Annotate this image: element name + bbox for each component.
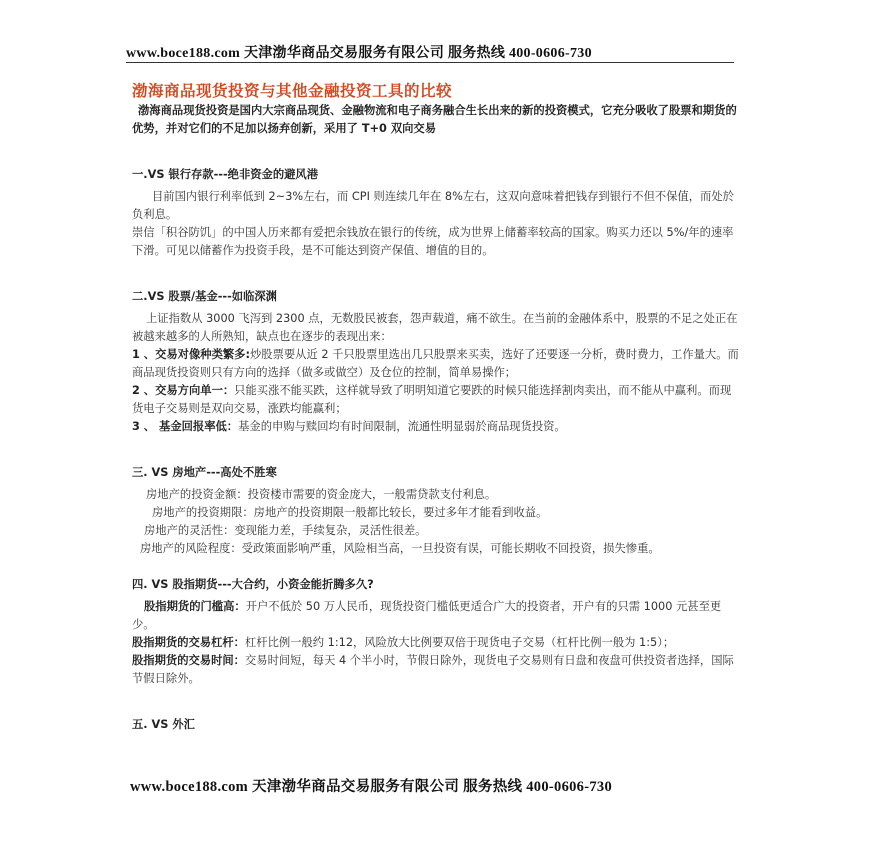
- section-2-item-1-text: 炒股票要从近 2 千只股票里选出几只股票来买卖，选好了还要逐一分析，费时费力，工作量大。而商品现货投资则只有方向的选择（做多或做空）及仓位的控制，简单易操作；: [132, 348, 739, 379]
- section-4-item-1-label: 股指期货的门槛高：: [144, 600, 246, 613]
- section-2-heading: 二.VS 股票/基金---如临深渊: [132, 290, 277, 303]
- section-2-item-2-text: 只能买涨不能买跌，这样就导致了明明知道它要跌的时候只能选择割肉卖出，而不能从中赢利。而现货电子交易则是双向交易，涨跌均能赢利；: [132, 384, 732, 415]
- section-4-heading: 四. VS 股指期货---大合约，小资金能折腾多久?: [132, 578, 374, 591]
- section-2-item-3: [132, 418, 742, 436]
- intro-paragraph: 渤海商品现货投资是国内大宗商品现货、金融物流和电子商务融合生长出来的新的投资模式，它充分吸收了股票和期货的优势，并对它们的不足加以扬弃创新，采用了 T+0 双向交易: [132, 104, 737, 135]
- section-4-item-3-label: 股指期货的交易时间：: [132, 654, 245, 667]
- section-2-item-3-text: 基金的申购与赎回均有时间限制，流通性明显弱於商品现货投资。: [238, 420, 566, 433]
- section-2-paragraph-1: 上证指数从 3000 飞泻到 2300 点，无数股民被套，怨声载道，痛不欲生。在当前的金融体系中，股票的不足之处正在被越来越多的人所熟知，缺点也在逐步的表现出来：: [132, 312, 738, 343]
- section-4-item-1-text: 开户不低於 50 万人民币，现货投资门槛低更适合广大的投资者，开户有的只需 1000 元甚至更少。: [132, 600, 722, 631]
- section-1-paragraph-1: 目前国内银行利率低到 2~3%左右，而 CPI 则连续几年在 8%左右，这双向意味着把钱存到银行不但不保值，而处於负利息。: [132, 190, 734, 221]
- page-header: www.boce188.com 天津渤华商品交易服务有限公司 服务热线 400-0606-730: [126, 46, 592, 61]
- section-4-item-2-text: 杠杆比例一般约 1:12，风险放大比例要双倍于现货电子交易（杠杆比例一般为 1:5）；: [244, 636, 675, 649]
- section-2-item-3-label: 3 、 基金回报率低：: [132, 420, 239, 433]
- section-5-heading: 五. VS 外汇: [132, 718, 195, 731]
- section-4-item-2: [132, 634, 742, 652]
- page-footer: www.boce188.com 天津渤华商品交易服务有限公司 服务热线 400-0606-730: [130, 779, 612, 795]
- document-body: [132, 102, 742, 738]
- section-2-item-1-label: 1 、交易对像种类繁多:: [132, 348, 250, 361]
- section-1-heading: 一.VS 银行存款---绝非资金的避风港: [132, 168, 319, 181]
- section-2-item-2-label: 2 、交易方向单一：: [132, 384, 235, 397]
- section-1-paragraph-2: 崇信「积谷防饥」的中国人历来都有爱把余钱放在银行的传统，成为世界上储蓄率较高的国家。购买力还以 5%/年的速率下滑。可见以储蓄作为投资手段，是不可能达到资产保值、增值的目的。: [132, 226, 734, 257]
- section-3-paragraph-3: 房地产的灵活性：变现能力差，手续复杂，灵活性很差。: [144, 524, 427, 537]
- header-divider: [126, 62, 734, 63]
- section-3-paragraph-1: 房地产的投资金额：投资楼市需要的资金庞大，一般需贷款支付利息。: [146, 488, 497, 501]
- section-4-item-2-label: 股指期货的交易杠杆：: [132, 636, 245, 649]
- section-4-item-3-text: 交易时间短，每天 4 个半小时，节假日除外，现货电子交易则有日盘和夜盘可供投资者选择，国际节假日除外。: [132, 654, 734, 685]
- section-3-paragraph-4: 房地产的风险程度：受政策面影响严重，风险相当高，一旦投资有误，可能长期收不回投资，损失惨重。: [140, 542, 660, 555]
- section-3-heading: 三. VS 房地产---高处不胜寒: [132, 466, 277, 479]
- section-4-item-3: [132, 652, 742, 688]
- section-2-item-2: [132, 382, 742, 418]
- section-2-item-1: [132, 346, 742, 382]
- section-3-paragraph-2: 房地产的投资期限：房地产的投资期限一般都比较长，要过多年才能看到收益。: [152, 506, 548, 519]
- document-title: 渤海商品现货投资与其他金融投资工具的比较: [132, 82, 453, 100]
- section-4-item-1: [132, 598, 742, 634]
